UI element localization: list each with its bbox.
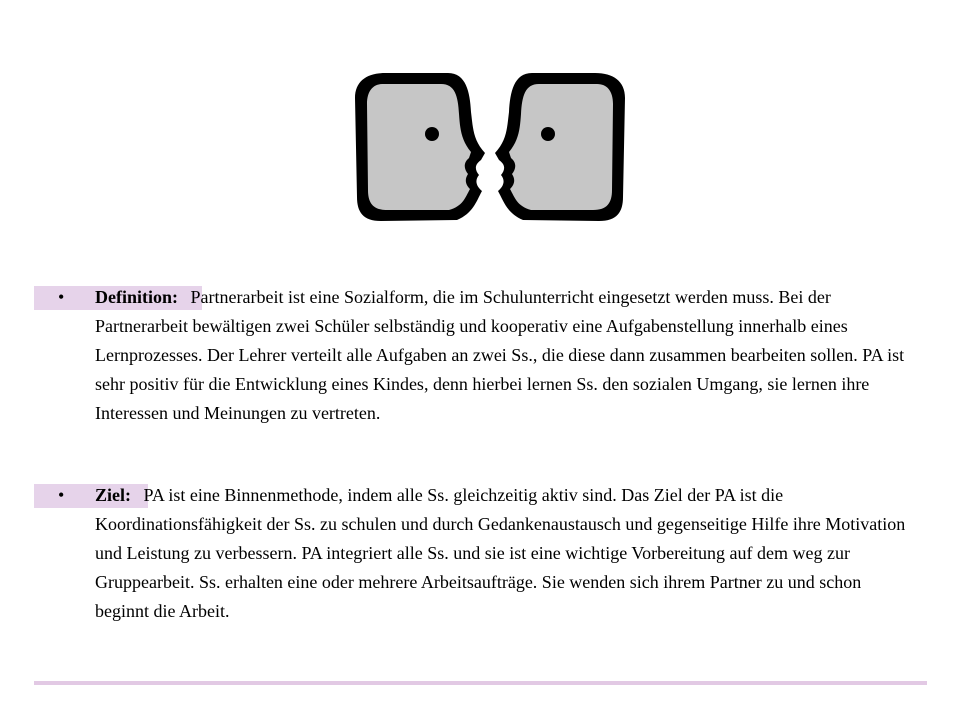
bullet-item-ziel [34, 481, 914, 626]
two-faces-icon [345, 70, 635, 225]
term-label-ziel: Ziel: [95, 485, 131, 505]
right-face-icon [495, 73, 625, 221]
item-body-definition: Partnerarbeit ist eine Sozialform, die im Schulunterricht eingesetzt werden muss. Bei der Partnerarbeit bewältigen zwei Schüler selbständig und kooperativ eine Aufgabenstellung innerhalb eines Lernprozesses. Der Lehrer verteilt alle Aufgaben an zwei Ss., die diese dann zusammen bearbeiten sollen. PA ist sehr positiv für die Entwicklung eines Kindes, denn hierbei lernen Ss. den sozialen Umgang, sie lernen ihre Interessen und Meinungen zu vertreten. [95, 287, 905, 423]
bullet-icon: • [58, 287, 65, 307]
bullet-text-ziel [95, 481, 914, 626]
left-face-icon [355, 73, 485, 221]
bullet-icon: • [58, 485, 65, 505]
footer-divider [34, 681, 927, 685]
item-body-ziel: PA ist eine Binnenmethode, indem alle Ss. gleichzeitig aktiv sind. Das Ziel der PA ist die Koordinationsfähigkeit der Ss. zu schulen und durch Gedankenaustausch und gegenseitige Hilfe ihre Motivation und Leistung zu verbessern. PA integriert alle Ss. und sie ist eine wichtige Vorbereitung auf dem weg zur Gruppearbeit. Ss. erhalten eine oder mehrere Arbeitsaufträge. Sie wenden sich ihrem Partner zu und schon beginnt die Arbeit. [95, 485, 906, 621]
term-label-definition: Definition: [95, 287, 178, 307]
bullet-text-definition [95, 283, 914, 428]
bullet-item-definition [34, 283, 914, 428]
